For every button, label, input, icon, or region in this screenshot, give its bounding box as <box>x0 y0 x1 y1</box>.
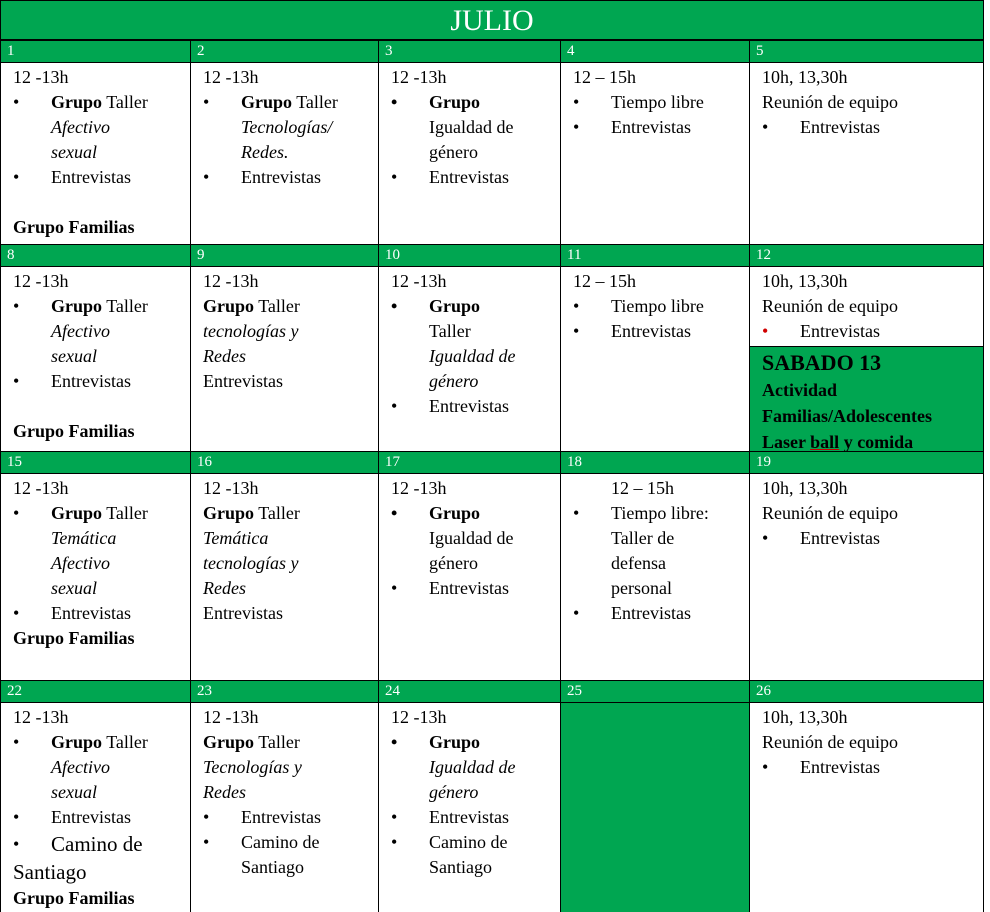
day-header-22: 22 <box>0 680 190 702</box>
time-label: 10h, 13,30h <box>762 478 848 498</box>
day-header-10: 10 <box>378 244 560 266</box>
time-label: 10h, 13,30h <box>762 707 848 727</box>
list-item: • Tiempo libre: <box>573 501 743 526</box>
list-item-text: género <box>429 553 478 573</box>
list-item: • Camino de <box>203 830 372 855</box>
day-cell-24 <box>378 702 560 912</box>
list-item-text: defensa <box>611 553 666 573</box>
list-item: • Grupo Taller <box>13 294 184 319</box>
list-item-text: Santiago <box>13 860 87 884</box>
time-label: 10h, 13,30h <box>762 67 848 87</box>
list-item-text: Afectivo <box>51 757 110 777</box>
list-item-text: Redes. <box>241 142 289 162</box>
workshop-topic: Temática <box>203 528 269 548</box>
time-label: 12 -13h <box>391 707 447 727</box>
list-item: Entrevistas <box>203 371 283 391</box>
meeting-label: Reunión de equipo <box>762 503 898 523</box>
day-header-1: 1 <box>0 40 190 62</box>
list-item-text: Taller <box>429 321 471 341</box>
list-item: • Entrevistas <box>13 805 184 830</box>
list-item-text: Igualdad de <box>429 757 516 777</box>
list-item: • Camino de <box>391 830 554 855</box>
day-cell-16 <box>190 473 378 680</box>
day-cell-2 <box>190 62 378 244</box>
list-item: • Entrevistas <box>762 319 978 344</box>
month-title: JULIO <box>0 0 984 40</box>
workshop-topic: Tecnologías y <box>203 757 302 777</box>
day-cell-9 <box>190 266 378 451</box>
list-item-text: Afectivo <box>51 321 110 341</box>
list-item: • Grupo <box>391 294 554 319</box>
saturday-line: Familias/Adolescentes <box>762 406 932 426</box>
day-cell-4 <box>560 62 749 244</box>
day-header-23: 23 <box>190 680 378 702</box>
day-header-4: 4 <box>560 40 749 62</box>
list-item: Entrevistas <box>203 603 283 623</box>
time-label: 12 -13h <box>13 478 69 498</box>
day-header-18: 18 <box>560 451 749 473</box>
list-item: • Entrevistas <box>573 601 743 626</box>
list-item: • Grupo Taller <box>13 501 184 526</box>
list-item: • Grupo <box>391 501 554 526</box>
list-item: • Grupo Taller <box>13 730 184 755</box>
workshop-topic: Redes <box>203 782 246 802</box>
workshop-title: Grupo Taller <box>203 732 300 752</box>
list-item-text: sexual <box>51 142 97 162</box>
list-item: • Grupo Taller <box>203 90 372 115</box>
list-item-text: Santiago <box>429 857 492 877</box>
time-label: 12 – 15h <box>573 67 636 87</box>
list-item-text: Temática <box>51 528 117 548</box>
time-label: 12 -13h <box>203 67 259 87</box>
day-cell-11 <box>560 266 749 451</box>
time-label: 12 -13h <box>203 478 259 498</box>
day-header-26: 26 <box>749 680 984 702</box>
day-header-19: 19 <box>749 451 984 473</box>
list-item: • Grupo Taller <box>13 90 184 115</box>
list-item-text: género <box>429 371 479 391</box>
list-item-text: Tecnologías/ <box>241 117 333 137</box>
time-label: 12 – 15h <box>573 271 636 291</box>
list-item-text: Santiago <box>241 857 304 877</box>
list-item-text: sexual <box>51 578 97 598</box>
day-header-8: 8 <box>0 244 190 266</box>
time-label: 12 -13h <box>391 478 447 498</box>
day-header-17: 17 <box>378 451 560 473</box>
meeting-label: Reunión de equipo <box>762 732 898 752</box>
day-header-12: 12 <box>749 244 984 266</box>
list-item: • Entrevistas <box>573 115 743 140</box>
day-cell-15 <box>0 473 190 680</box>
day-header-11: 11 <box>560 244 749 266</box>
day-header-15: 15 <box>0 451 190 473</box>
list-item: • Entrevistas <box>13 369 184 394</box>
day-header-5: 5 <box>749 40 984 62</box>
workshop-topic: Redes <box>203 578 246 598</box>
meeting-label: Reunión de equipo <box>762 92 898 112</box>
meeting-label: Reunión de equipo <box>762 296 898 316</box>
day-cell-10 <box>378 266 560 451</box>
list-item: • Entrevistas <box>391 165 554 190</box>
workshop-topic: Redes <box>203 346 246 366</box>
list-item: • Entrevistas <box>13 165 184 190</box>
list-item: • Entrevistas <box>391 576 554 601</box>
time-label: 12 -13h <box>13 271 69 291</box>
list-item: • Entrevistas <box>391 394 554 419</box>
day-cell-8 <box>0 266 190 451</box>
list-item: • Tiempo libre <box>573 294 743 319</box>
list-item: • Grupo <box>391 90 554 115</box>
list-item-text: sexual <box>51 346 97 366</box>
day-header-16: 16 <box>190 451 378 473</box>
time-label: 12 -13h <box>13 67 69 87</box>
day-cell-17 <box>378 473 560 680</box>
group-label: Grupo Familias <box>13 217 135 237</box>
day-cell-26 <box>749 702 984 912</box>
day-cell-19 <box>749 473 984 680</box>
list-item-text: sexual <box>51 782 97 802</box>
list-item: • Tiempo libre <box>573 90 743 115</box>
time-label: 10h, 13,30h <box>762 271 848 291</box>
list-item-text: género <box>429 142 478 162</box>
list-item-text: género <box>429 782 479 802</box>
day-cell-1 <box>0 62 190 244</box>
group-label: Grupo Familias <box>13 888 135 908</box>
list-item-text: Igualdad de <box>429 346 516 366</box>
list-item-text: Taller de <box>611 528 675 548</box>
time-label: 12 -13h <box>203 271 259 291</box>
list-item-text: Igualdad de <box>429 528 514 548</box>
day-header-24: 24 <box>378 680 560 702</box>
list-item: • Entrevistas <box>203 165 372 190</box>
list-item: • Entrevistas <box>762 526 978 551</box>
workshop-topic: tecnologías y <box>203 553 299 573</box>
list-item-text: personal <box>611 578 672 598</box>
list-item: • Entrevistas <box>13 601 184 626</box>
day-cell-5 <box>749 62 984 244</box>
saturday-activity <box>749 346 984 451</box>
saturday-line: Actividad <box>762 380 838 400</box>
day-header-25: 25 <box>560 680 749 702</box>
day-header-3: 3 <box>378 40 560 62</box>
list-item: • Entrevistas <box>573 319 743 344</box>
day-cell-12 <box>749 266 984 346</box>
day-header-2: 2 <box>190 40 378 62</box>
workshop-topic: tecnologías y <box>203 321 299 341</box>
day-cell-3 <box>378 62 560 244</box>
time-label: 12 -13h <box>13 707 69 727</box>
list-item: • Grupo <box>391 730 554 755</box>
list-item: • Entrevistas <box>762 115 978 140</box>
time-label: 12 -13h <box>391 67 447 87</box>
day-cell-23 <box>190 702 378 912</box>
time-label: 12 – 15h <box>611 478 674 498</box>
list-item: • Entrevistas <box>391 805 554 830</box>
group-label: Grupo Familias <box>13 421 135 441</box>
list-item: • Camino de <box>13 830 184 858</box>
day-cell-18 <box>560 473 749 680</box>
day-cell-25 <box>560 702 749 912</box>
list-item-text: Igualdad de <box>429 117 514 137</box>
saturday-title: SABADO 13 <box>762 350 882 375</box>
day-cell-22 <box>0 702 190 912</box>
group-label: Grupo Familias <box>13 628 135 648</box>
time-label: 12 -13h <box>203 707 259 727</box>
time-label: 12 -13h <box>391 271 447 291</box>
table-right-border <box>983 40 984 912</box>
day-header-9: 9 <box>190 244 378 266</box>
list-item-text: Afectivo <box>51 117 110 137</box>
list-item-text: Afectivo <box>51 553 110 573</box>
saturday-line: Laser ball y comida <box>762 432 914 451</box>
workshop-title: Grupo Taller <box>203 503 300 523</box>
workshop-title: Grupo Taller <box>203 296 300 316</box>
list-item: • Entrevistas <box>762 755 978 780</box>
list-item: • Entrevistas <box>203 805 372 830</box>
